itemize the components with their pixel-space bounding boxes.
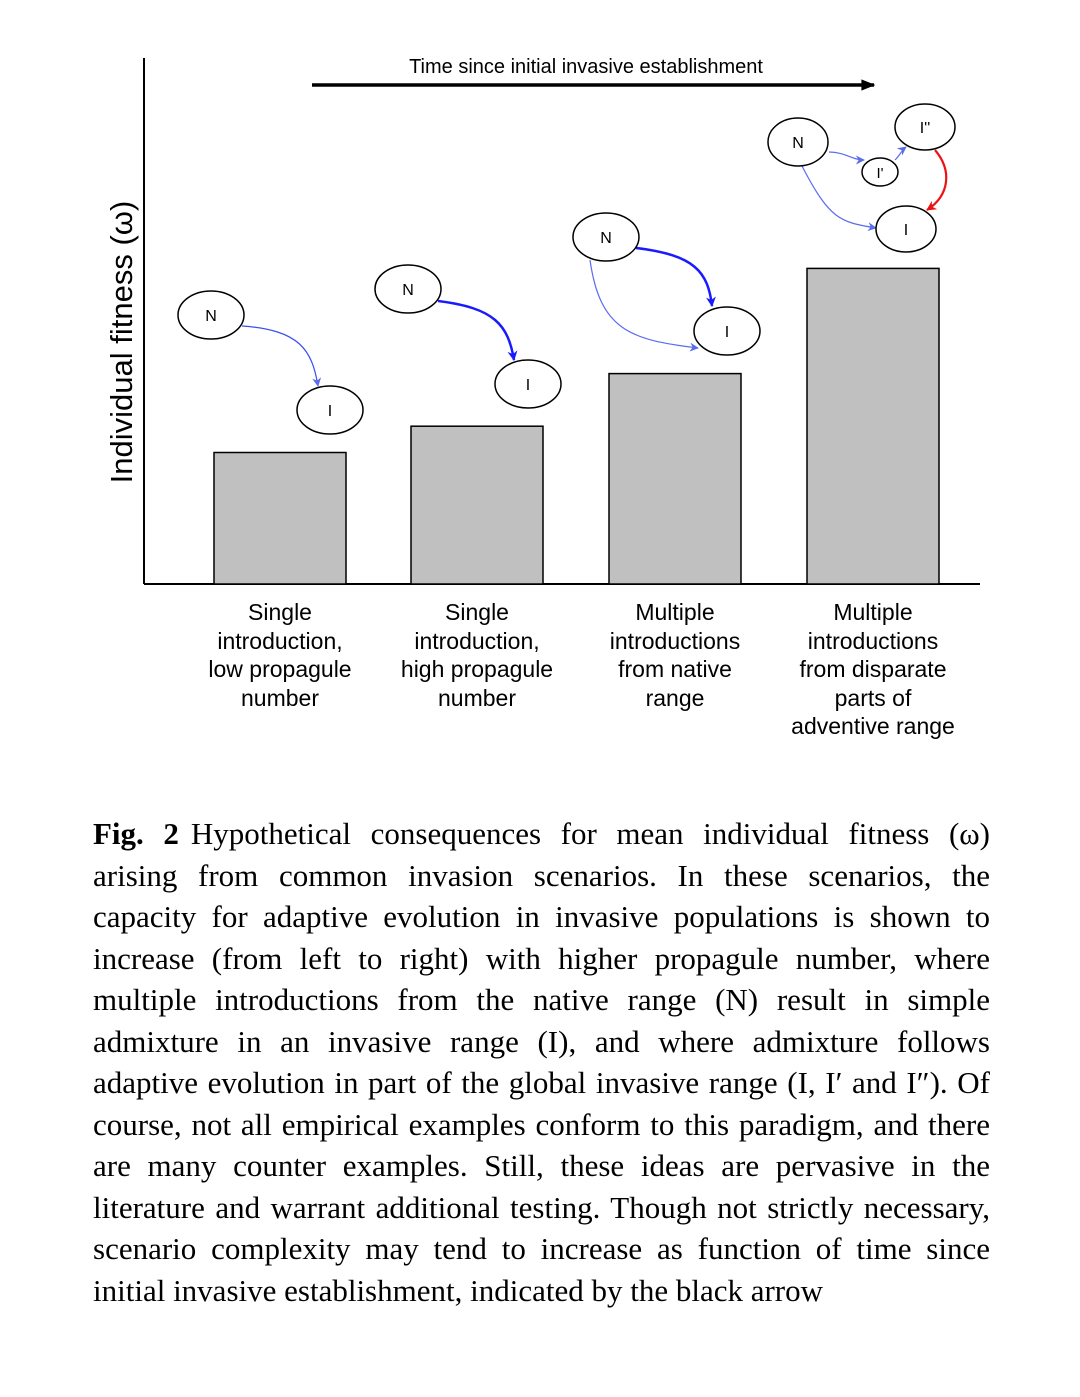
x-tick-label-line: low propagule — [208, 656, 352, 682]
scenario-4-diagram — [768, 104, 955, 252]
native-node-label: N — [600, 230, 612, 247]
figure-caption — [93, 813, 990, 1311]
x-tick-label-4 — [778, 598, 968, 741]
x-tick-label-line: Single — [445, 599, 509, 625]
bar-2 — [411, 426, 543, 584]
scenario-2-diagram — [375, 265, 561, 408]
x-tick-label-line: from native — [618, 656, 732, 682]
x-tick-label-line: Multiple — [635, 599, 715, 625]
x-tick-label-1 — [185, 598, 375, 712]
x-tick-label-line: from disparate — [799, 656, 947, 682]
introduction-arrow — [242, 326, 318, 386]
introduction-arrow — [590, 260, 698, 348]
introduction-arrow — [829, 152, 864, 160]
x-tick-label-line: parts of — [834, 684, 912, 711]
native-node-label: N — [205, 308, 217, 325]
x-tick-label-line: adventive range — [791, 713, 955, 739]
x-tick-label-3 — [580, 598, 770, 712]
y-axis-label: Individual fitness (ω) — [104, 200, 139, 484]
invasive-node-double-prime-label: I'' — [919, 120, 931, 137]
invasive-node-label: I — [525, 377, 531, 394]
x-tick-label-line: Multiple — [833, 599, 913, 625]
x-tick-label-line: number — [241, 684, 319, 711]
x-tick-label-line: high propagule — [400, 656, 554, 682]
caption-text: Hypothetical consequences for mean individual fitness (ω) arising from common invasion scenarios. In these scenarios, the capacity for adaptive evolution in invasive populations is shown to increase (from left to right) with higher propagule number, where multiple introductions from the native range (N) result in simple admixture in an invasive range (I), and where admixture follows adaptive evolution in part of the global invasive range (I, I′ and I″). Of course, not all empirical examples conform to this paradigm, and there are many counter examples. Still, these ideas are pervasive in the literature and warrant additional testing. Though not strictly necessary, scenario complexity may tend to increase as function of time since initial invasive establishment, indicated by the black arrow — [93, 816, 990, 1308]
x-tick-label-line: introduction, — [217, 627, 343, 654]
invasive-node-label: I — [327, 403, 333, 420]
time-arrow-label: Time since initial invasive establishment — [409, 56, 763, 78]
invasive-node-label: I — [903, 222, 909, 239]
invasive-node-label: I — [724, 324, 730, 341]
bar-4 — [807, 268, 939, 584]
x-tick-label-line: introductions — [609, 627, 741, 654]
spread-arrow — [895, 147, 906, 160]
admixture-arrow — [927, 150, 946, 210]
invasive-node-prime-label: I' — [876, 165, 884, 182]
x-tick-label-line: number — [438, 684, 516, 711]
x-tick-label-line: range — [645, 684, 705, 711]
scenario-1-diagram — [178, 291, 363, 434]
scenario-3-diagram — [573, 213, 760, 355]
x-tick-label-line: introduction, — [414, 627, 540, 654]
bar-1 — [214, 453, 346, 585]
introduction-arrow — [636, 248, 712, 306]
native-node-label: N — [402, 282, 414, 299]
figure-number: Fig. 2 — [93, 816, 179, 851]
x-tick-label-line: Single — [248, 599, 312, 625]
introduction-arrow — [438, 301, 514, 360]
bar-3 — [609, 374, 741, 584]
x-tick-label-2 — [382, 598, 572, 712]
native-node-label: N — [792, 135, 804, 152]
x-tick-label-line: introductions — [807, 627, 939, 654]
